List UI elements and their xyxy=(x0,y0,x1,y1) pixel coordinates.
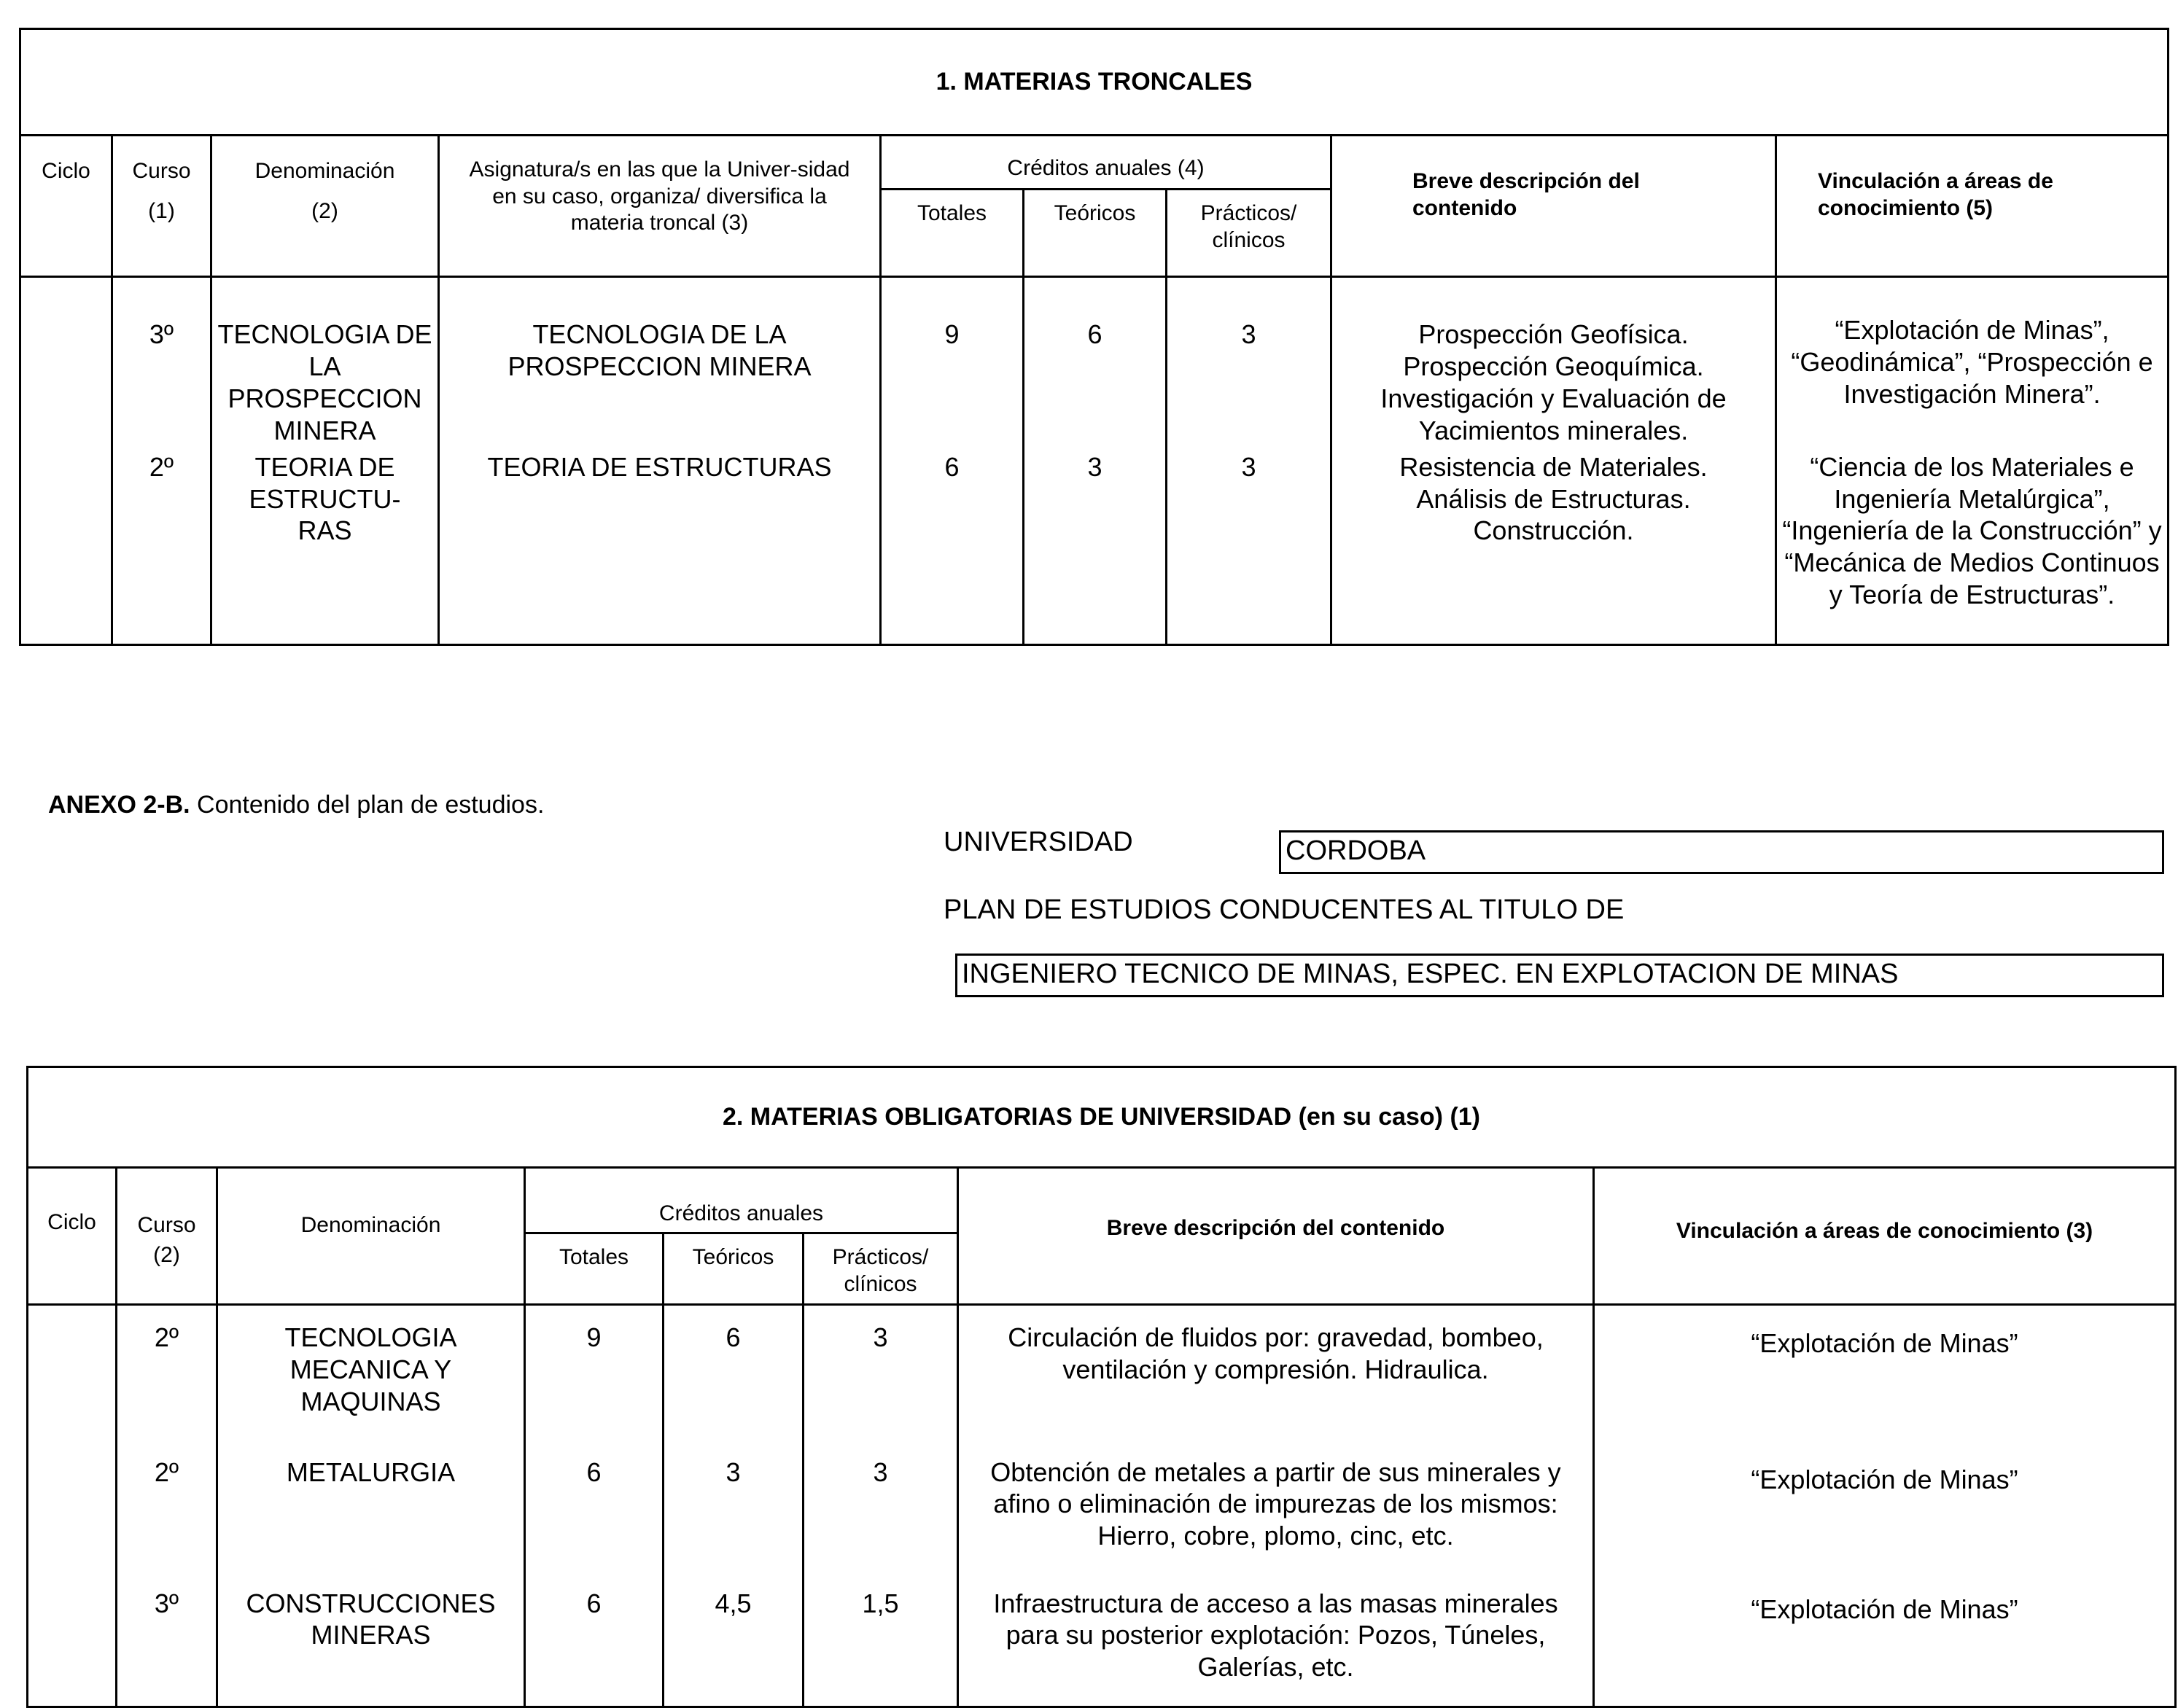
cell-teoricos: 4,5 xyxy=(664,1583,804,1707)
col-header-practicos: Prácticos/ clínicos xyxy=(1167,190,1331,277)
cell-totales: 6 xyxy=(881,447,1024,645)
cell-totales: 6 xyxy=(525,1449,664,1583)
table-row xyxy=(28,1449,2176,1583)
cell-asignatura: TEORIA DE ESTRUCTURAS xyxy=(439,447,881,645)
cell-descripcion: Obtención de metales a partir de sus minerales y afino o eliminación de impurezas de los mismos: Hierro, cobre, plomo, cinc, etc. xyxy=(958,1449,1594,1583)
cell-denominacion: TEORIA DE ESTRUCTU-RAS xyxy=(211,447,439,645)
col-header-vinculacion: Vinculación a áreas de conocimiento (5) xyxy=(1776,136,2169,277)
annex-text: Contenido del plan de estudios. xyxy=(197,791,545,819)
cell-denominacion: CONSTRUCCIONES MINERAS xyxy=(217,1583,525,1707)
cell-denominacion: METALURGIA xyxy=(217,1449,525,1583)
cell-descripcion: Circulación de fluidos por: gravedad, bombeo, ventilación y compresión. Hidraulica. xyxy=(958,1305,1594,1449)
col-header-creditos: Créditos anuales xyxy=(525,1168,958,1233)
col-header-teoricos: Teóricos xyxy=(664,1233,804,1305)
cell-totales: 9 xyxy=(525,1305,664,1449)
cell-practicos: 3 xyxy=(804,1305,958,1449)
cell-ciclo xyxy=(28,1583,117,1707)
cell-descripcion: Prospección Geofísica. Prospección Geoquímica. Investigación y Evaluación de Yacimientos minerales. xyxy=(1331,277,1776,447)
universidad-field: CORDOBA xyxy=(1279,830,2164,874)
materias-obligatorias-table xyxy=(26,1066,2177,1708)
cell-vinculacion: “Explotación de Minas” xyxy=(1594,1583,2176,1707)
titulo-field: INGENIERO TECNICO DE MINAS, ESPEC. EN EXPLOTACION DE MINAS xyxy=(955,954,2164,997)
col-header-totales: Totales xyxy=(525,1233,664,1305)
cell-practicos: 1,5 xyxy=(804,1583,958,1707)
cell-teoricos: 3 xyxy=(1024,447,1167,645)
cell-ciclo xyxy=(20,277,112,447)
cell-totales: 6 xyxy=(525,1583,664,1707)
cell-teoricos: 6 xyxy=(1024,277,1167,447)
cell-vinculacion: “Explotación de Minas” xyxy=(1594,1305,2176,1449)
col-header-ciclo: Ciclo xyxy=(28,1168,117,1305)
cell-curso: 3º xyxy=(112,277,211,447)
cell-teoricos: 6 xyxy=(664,1305,804,1449)
col-header-denominacion: Denominación (2) xyxy=(211,136,439,277)
col-header-asignatura: Asignatura/s en las que la Univer-sidad en su caso, organiza/ diversifica la materia troncal (3) xyxy=(439,136,881,277)
cell-denominacion: TECNOLOGIA MECANICA Y MAQUINAS xyxy=(217,1305,525,1449)
annex-label: ANEXO 2-B. xyxy=(48,791,190,819)
cell-ciclo xyxy=(28,1449,117,1583)
cell-vinculacion: “Ciencia de los Materiales e Ingeniería Metalúrgica”, “Ingeniería de la Construcción” y “Mecánica de Medios Continuos y Teoría de Estructuras”. xyxy=(1776,447,2169,645)
col-header-practicos: Prácticos/ clínicos xyxy=(804,1233,958,1305)
cell-curso: 2º xyxy=(112,447,211,645)
table-title: 2. MATERIAS OBLIGATORIAS DE UNIVERSIDAD (en su caso) (1) xyxy=(28,1067,2176,1168)
cell-asignatura: TECNOLOGIA DE LA PROSPECCION MINERA xyxy=(439,277,881,447)
cell-practicos: 3 xyxy=(804,1449,958,1583)
table-row xyxy=(20,447,2169,645)
cell-vinculacion: “Explotación de Minas” xyxy=(1594,1449,2176,1583)
col-header-vinculacion: Vinculación a áreas de conocimiento (3) xyxy=(1594,1168,2176,1305)
col-header-curso: Curso (1) xyxy=(112,136,211,277)
cell-descripcion: Resistencia de Materiales. Análisis de Estructuras. Construcción. xyxy=(1331,447,1776,645)
table-row xyxy=(28,1583,2176,1707)
col-header-creditos: Créditos anuales (4) xyxy=(881,136,1331,190)
universidad-label: UNIVERSIDAD xyxy=(944,827,1133,857)
cell-descripcion: Infraestructura de acceso a las masas minerales para su posterior explotación: Pozos, Túneles, Galerías, etc. xyxy=(958,1583,1594,1707)
table-row xyxy=(20,277,2169,447)
col-header-teoricos: Teóricos xyxy=(1024,190,1167,277)
materias-troncales-table xyxy=(19,28,2169,646)
cell-teoricos: 3 xyxy=(664,1449,804,1583)
table-row xyxy=(28,1305,2176,1449)
plan-label: PLAN DE ESTUDIOS CONDUCENTES AL TITULO DE xyxy=(944,894,1625,925)
col-header-totales: Totales xyxy=(881,190,1024,277)
cell-vinculacion: “Explotación de Minas”, “Geodinámica”, “Prospección e Investigación Minera”. xyxy=(1776,277,2169,447)
cell-curso: 2º xyxy=(117,1305,217,1449)
cell-ciclo xyxy=(28,1305,117,1449)
cell-ciclo xyxy=(20,447,112,645)
cell-denominacion: TECNOLOGIA DE LA PROSPECCION MINERA xyxy=(211,277,439,447)
col-header-ciclo: Ciclo xyxy=(20,136,112,277)
cell-curso: 3º xyxy=(117,1583,217,1707)
col-header-curso: Curso (2) xyxy=(117,1168,217,1305)
cell-totales: 9 xyxy=(881,277,1024,447)
col-header-denominacion: Denominación xyxy=(217,1168,525,1305)
cell-practicos: 3 xyxy=(1167,277,1331,447)
cell-curso: 2º xyxy=(117,1449,217,1583)
table-title: 1. MATERIAS TRONCALES xyxy=(20,29,2169,136)
cell-practicos: 3 xyxy=(1167,447,1331,645)
col-header-descripcion: Breve descripción del contenido xyxy=(958,1168,1594,1305)
annex-heading xyxy=(48,791,544,819)
col-header-descripcion: Breve descripción del contenido xyxy=(1331,136,1776,277)
